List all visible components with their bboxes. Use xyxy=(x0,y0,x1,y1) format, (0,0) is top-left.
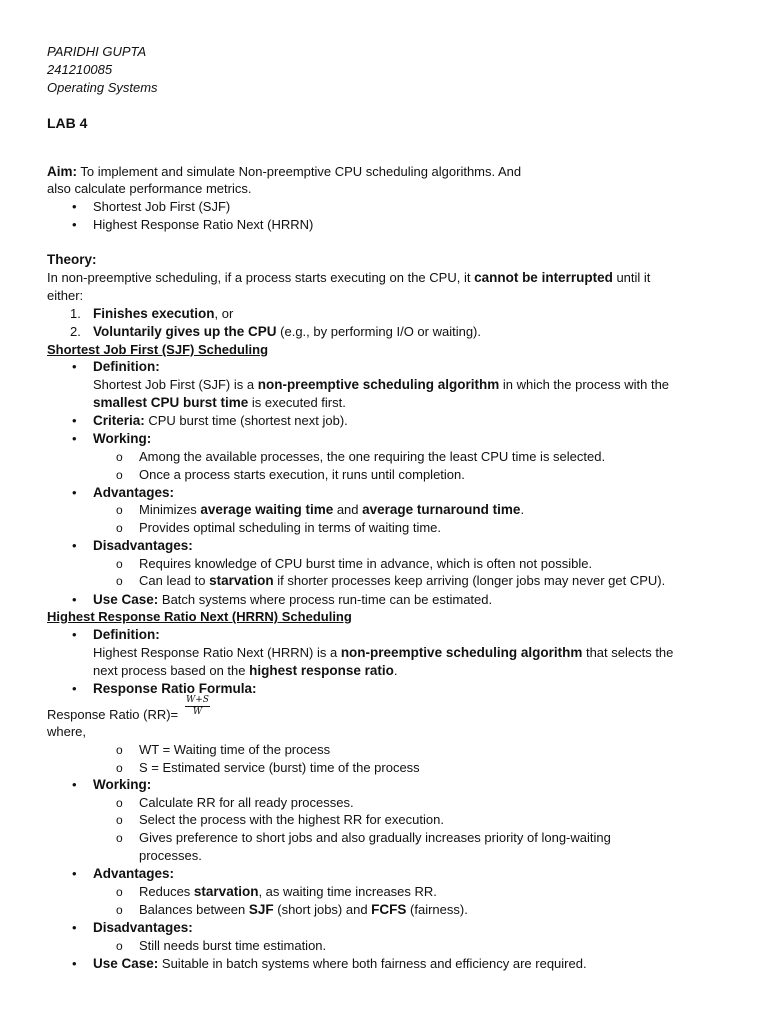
aim-line-1: Aim: To implement and simulate Non-preemptive CPU scheduling algorithms. And xyxy=(47,164,522,179)
sub-list-item: o Still needs burst time estimation. xyxy=(116,938,327,953)
list-item: • Disadvantages: xyxy=(72,920,193,935)
sub-list-item: o Requires knowledge of CPU burst time in advance, which is often not possible. xyxy=(116,556,593,571)
list-item: • Shortest Job First (SJF) xyxy=(72,199,231,214)
definition-line-1: Shortest Job First (SJF) is a non-preemptive scheduling algorithm in which the process with the xyxy=(93,377,670,392)
lab-title: LAB 4 xyxy=(47,115,88,131)
list-item: • Definition: xyxy=(72,627,160,642)
aim-line-2: also calculate performance metrics. xyxy=(47,181,252,196)
sjf-heading: Shortest Job First (SJF) Scheduling xyxy=(47,342,269,357)
list-item: • Working: xyxy=(72,777,152,792)
sub-list-item: o Among the available processes, the one requiring the least CPU time is selected. xyxy=(116,449,606,464)
sub-list-item: o Can lead to starvation if shorter processes keep arriving (longer jobs may never get CPU). xyxy=(116,573,666,588)
list-item: • Disadvantages: xyxy=(72,538,193,553)
sub-list-item: o Reduces starvation, as waiting time increases RR. xyxy=(116,884,437,899)
definition-line-2: next process based on the highest response ratio. xyxy=(93,663,398,678)
where-label: where, xyxy=(47,724,87,739)
sub-list-item: o S = Estimated service (burst) time of the process xyxy=(116,760,420,775)
definition-line-2: smallest CPU burst time is executed first. xyxy=(93,395,346,410)
list-item: • Advantages: xyxy=(72,866,175,881)
sub-list-item: o Calculate RR for all ready processes. xyxy=(116,795,354,810)
aim-label: Aim: xyxy=(47,164,77,179)
list-item: • Criteria: CPU burst time (shortest next job). xyxy=(72,413,348,428)
theory-line-2: either: xyxy=(47,288,84,303)
list-item: • Use Case: Batch systems where process run-time can be estimated. xyxy=(72,592,493,607)
sub-list-item: o WT = Waiting time of the process xyxy=(116,742,331,757)
numbered-item: 1. Finishes execution, or xyxy=(70,306,234,321)
sub-list-item: o Provides optimal scheduling in terms of waiting time. xyxy=(116,520,442,535)
student-name: PARIDHI GUPTA xyxy=(47,44,147,59)
list-item: • Definition: xyxy=(72,359,160,374)
formula-fraction: $\frac{W+S}{W}$ xyxy=(186,695,209,717)
theory-label: Theory: xyxy=(47,252,97,267)
sub-list-item: o Minimizes average waiting time and average turnaround time. xyxy=(116,502,525,517)
student-id: 241210085 xyxy=(47,62,113,77)
hrrn-heading: Highest Response Ratio Next (HRRN) Scheduling xyxy=(47,609,352,624)
response-ratio-formula: Response Ratio (RR)= xyxy=(47,707,179,722)
sub-list-item: o Balances between SJF (short jobs) and FCFS (fairness). xyxy=(116,902,468,917)
definition-line-1: Highest Response Ratio Next (HRRN) is a non-preemptive scheduling algorithm that selects the xyxy=(93,645,674,660)
list-item: • Response Ratio Formula: xyxy=(72,681,257,696)
numbered-item: 2. Voluntarily gives up the CPU (e.g., by performing I/O or waiting). xyxy=(70,324,481,339)
list-item: • Working: xyxy=(72,431,152,446)
sub-list-item: o Gives preference to short jobs and also gradually increases priority of long-waiting xyxy=(116,830,611,845)
sub-list-item: o Select the process with the highest RR for execution. xyxy=(116,812,444,827)
course-name: Operating Systems xyxy=(47,80,158,95)
sub-list-item-continued: processes. xyxy=(139,848,202,863)
sub-list-item: o Once a process starts execution, it runs until completion. xyxy=(116,467,465,482)
list-item: • Highest Response Ratio Next (HRRN) xyxy=(72,217,314,232)
list-item: • Advantages: xyxy=(72,485,175,500)
theory-line-1: In non-preemptive scheduling, if a process starts executing on the CPU, it cannot be interrupted until it xyxy=(47,270,651,285)
list-item: • Use Case: Suitable in batch systems where both fairness and efficiency are required. xyxy=(72,956,587,971)
